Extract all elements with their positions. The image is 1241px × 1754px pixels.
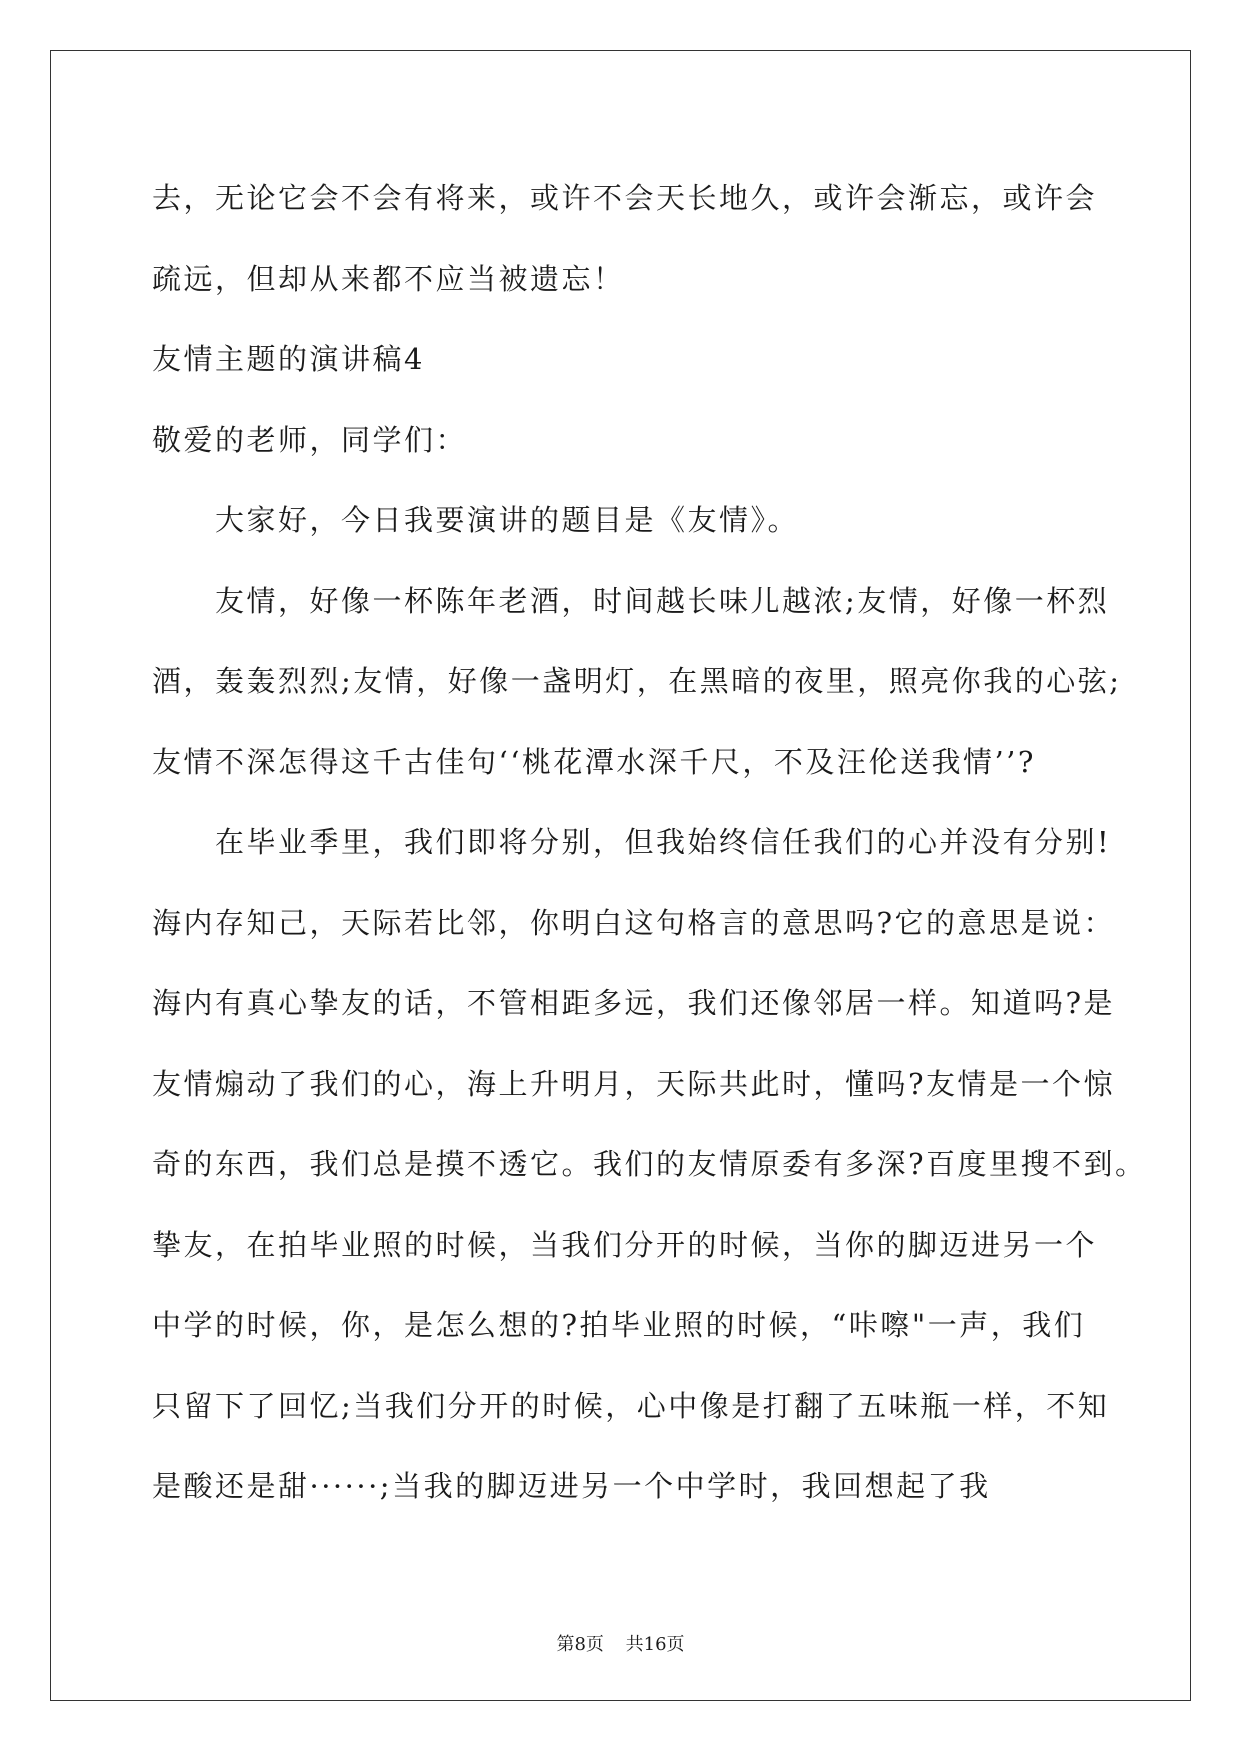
text-line: 友情不深怎得这千古佳句‘‘桃花潭水深千尺，不及汪伦送我情’’? — [152, 744, 1036, 779]
text-line: 去，无论它会不会有将来，或许不会天长地久，或许会渐忘，或许会 — [152, 181, 1098, 215]
page-total: 共16页 — [625, 1634, 685, 1655]
text-line: 挚友，在拍毕业照的时候，当我们分开的时候，当你的脚迈进另一个 — [152, 1227, 1098, 1262]
text-line: 奇的东西，我们总是摸不透它。我们的友情原委有多深?百度里搜不到。 — [152, 1147, 1147, 1181]
text-line: 疏远，但却从来都不应当被遗忘！ — [152, 261, 625, 296]
text-line: 在毕业季里，我们即将分别，但我始终信任我们的心并没有分别! — [215, 825, 1112, 859]
text-line: 酒，轰轰烈烈;友情，好像一盏明灯，在黑暗的夜里，照亮你我的心弦; — [152, 664, 1122, 698]
text-line: 大家好，今日我要演讲的题目是《友情》。 — [215, 503, 800, 537]
document-body — [152, 158, 1147, 1527]
text-line: 友情，好像一杯陈年老酒，时间越长味儿越浓;友情，好像一杯烈 — [215, 583, 1110, 618]
text-line: 海内有真心挚友的话，不管相距多远，我们还像邻居一样。知道吗?是 — [152, 986, 1116, 1020]
section-heading: 友情主题的演讲稿4 — [152, 342, 425, 376]
page-footer — [0, 1630, 1241, 1656]
text-line: 是酸还是甜······;当我的脚迈进另一个中学时，我回想起了我 — [152, 1469, 991, 1503]
text-line: 海内存知己，天际若比邻，你明白这句格言的意思吗?它的意思是说： — [152, 905, 1116, 940]
salutation: 敬爱的老师，同学们： — [152, 422, 468, 457]
text-line: 只留下了回忆;当我们分开的时候，心中像是打翻了五味瓶一样，不知 — [152, 1388, 1110, 1423]
text-line: 友情煽动了我们的心，海上升明月，天际共此时，懂吗?友情是一个惊 — [152, 1066, 1116, 1101]
page-number: 第8页 — [556, 1634, 604, 1655]
text-line: 中学的时候，你，是怎么想的?拍毕业照的时候，“咔嚓"一声，我们 — [152, 1308, 1086, 1342]
